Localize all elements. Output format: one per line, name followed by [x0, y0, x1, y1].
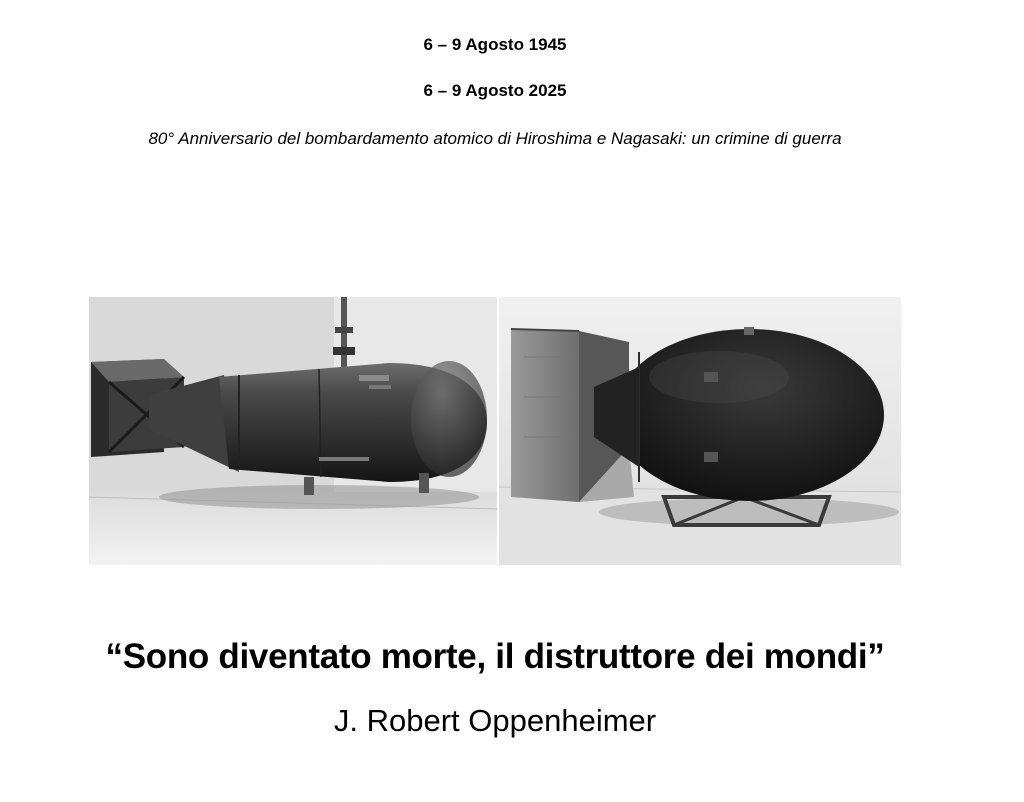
bombs-photo-pair: [89, 297, 901, 565]
little-boy-bomb-photo: [89, 297, 497, 565]
date-1945: 6 – 9 Agosto 1945: [423, 35, 567, 54]
oppenheimer-quote: “Sono diventato morte, il distruttore dei mondi”: [105, 637, 885, 676]
fat-man-bomb-photo: [499, 297, 901, 565]
quote-author: J. Robert Oppenheimer: [333, 703, 657, 738]
date-2025: 6 – 9 Agosto 2025: [423, 81, 567, 100]
anniversary-subtitle: 80° Anniversario del bombardamento atomico di Hiroshima e Nagasaki: un crimine di guerra: [148, 129, 842, 148]
